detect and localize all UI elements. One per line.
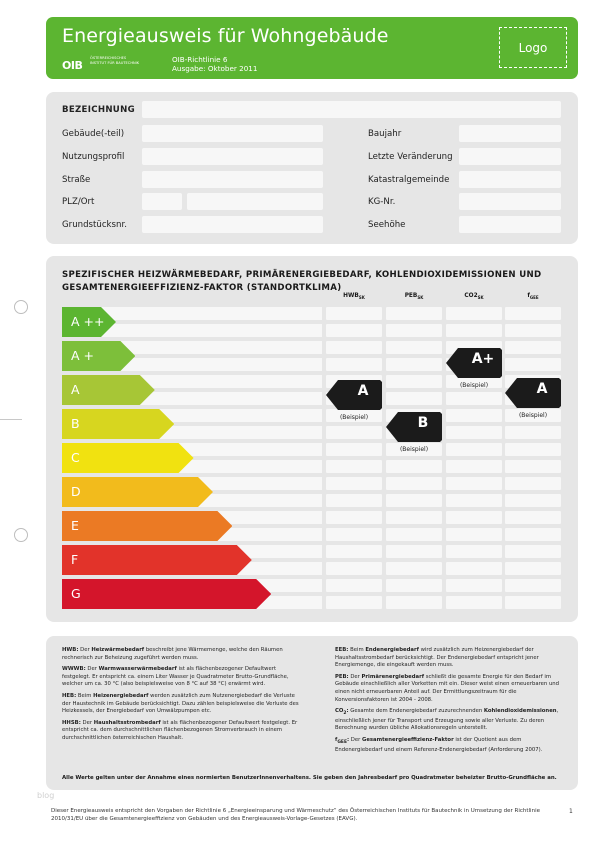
class-label: G <box>71 586 81 601</box>
grid-cell <box>386 375 442 388</box>
grid-cell <box>326 443 382 456</box>
grid-cell <box>386 545 442 558</box>
grid-cell <box>505 562 561 575</box>
grid-cell <box>505 511 561 524</box>
usage-profile-label: Nutzungsprofil <box>62 152 125 162</box>
grid-cell <box>446 460 502 473</box>
grid-cell <box>505 460 561 473</box>
grid-cell <box>386 528 442 541</box>
class-arrow-fill <box>62 477 213 507</box>
class-label: E <box>71 518 79 533</box>
column-head-co2: $CO2_{SK}$ <box>464 293 484 301</box>
altitude-field[interactable] <box>459 216 561 233</box>
notes-left-column <box>62 647 302 747</box>
zip-city-label: PLZ/Ort <box>62 197 95 207</box>
document-title: Energieausweis für Wohngebäude <box>62 25 389 47</box>
altitude-label: Seehöhe <box>368 220 406 230</box>
grid-cell <box>326 528 382 541</box>
guideline-info <box>172 55 257 73</box>
street-label: Straße <box>62 175 91 185</box>
guideline-name: OIB-Richtlinie 6 <box>172 55 228 64</box>
class-arrow <box>62 375 155 405</box>
grid-cell <box>505 494 561 507</box>
class-arrow-fill <box>62 545 252 575</box>
grid-cell <box>386 494 442 507</box>
class-arrow-shape <box>62 579 271 609</box>
explanations-panel <box>46 636 578 790</box>
rating-title: SPEZIFISCHER HEIZWÄRMEBEDARF, PRIMÄRENERGIEBEDARF, KOHLENDIOXIDEMISSIONEN UND GESAMTENERGIEEFFIZIENZ-FAKTOR (STANDORTKLIMA) <box>62 270 542 293</box>
construction-year-field[interactable] <box>459 125 561 142</box>
cadastral-community-label: Katastralgemeinde <box>368 175 450 185</box>
grid-cell <box>505 443 561 456</box>
guideline-edition: Ausgabe: Oktober 2011 <box>172 64 258 73</box>
class-label: A + <box>71 348 94 363</box>
grid-cell <box>386 477 442 490</box>
column-head-fgee: $f_{GEE}$ <box>527 293 539 301</box>
watermark: blog <box>37 791 55 800</box>
building-info-panel <box>46 92 578 244</box>
logo-placeholder[interactable]: Logo <box>499 27 567 68</box>
class-label: A <box>71 382 80 397</box>
construction-year-label: Baujahr <box>368 129 402 139</box>
grid-cell <box>326 358 382 371</box>
class-arrow-shape <box>62 443 194 473</box>
class-arrow-fill <box>62 511 232 541</box>
grid-cell <box>326 477 382 490</box>
note-co2: $CO_2$: Gesamte dem Endenergiebedarf zuzurechnenden Kohlendioxidemissionen, einschließlich jener für Transport und Erzeugung sowie aller Verluste. Zu deren Berechnung wurden übliche Allokationsregeln unterstellt. <box>335 708 559 732</box>
note-wwwb: WWWB: Der Warmwasserwärmebedarf ist als flächenbezogener Defaultwert festgelegt. Er entspricht ca. einem Liter Wasser je Quadratmeter Brutto-Grundfläche, welcher um ca. 30 °C (also beispielsweise von 8 °C auf 38 °C) erwärmt wird. <box>62 666 289 688</box>
class-arrow-fill <box>62 443 194 473</box>
grid-cell <box>326 562 382 575</box>
grid-cell <box>505 358 561 371</box>
class-arrow <box>62 341 135 371</box>
note-eeb: EEB: Beim Endenergiebedarf wird zusätzlich zum Heizenergiebedarf der Haushaltsstrombedarf berücksichtigt. Der Endenergiebedarf entspricht jener Energiemenge, die eingekauft werden muss. <box>335 647 539 669</box>
column-head-peb: $PEB_{SK}$ <box>404 293 424 301</box>
plot-number-label: Grundstücksnr. <box>62 220 127 230</box>
grid-cell <box>386 579 442 592</box>
oib-logo <box>62 54 140 73</box>
grid-cell <box>386 460 442 473</box>
grid-cell <box>446 443 502 456</box>
rating-marker-note: (Beispiel) <box>518 412 548 419</box>
grid-cell <box>446 324 502 337</box>
grid-cell <box>326 596 382 609</box>
class-arrow <box>62 511 232 541</box>
note-fgee: $f_{GEE}$: Der Gesamtenergieeffizienz-Faktor ist der Quotient aus dem Endenergiebedarf und einem Referenz-Endenergiebedarf (Anforderung 2007). <box>335 736 543 753</box>
class-arrow-shape <box>62 545 252 575</box>
punch-hole-bottom <box>14 528 28 542</box>
note-heb: HEB: Beim Heizenergiebedarf werden zusätzlich zum Nutzenergiebedarf die Verluste der Haustechnik im Gebäude berücksichtigt. Dazu zählen beispielsweise die Verluste des Heizkessels, der Energiebedarf von Umwälzpumpen etc. <box>62 692 299 715</box>
city-field[interactable] <box>187 193 323 210</box>
grid-cell <box>446 409 502 422</box>
energy-rating-panel <box>46 256 578 622</box>
grid-cell <box>386 324 442 337</box>
note-peb: PEB: Der Primärenergiebedarf schließt die gesamte Energie für den Bedarf im Gebäude einschließlich aller Vorketten mit ein. Dieser weist einen erneuerbaren und einen nicht erneuerbaren Anteil auf. Der Ermittlungszeitraum für die Konversionsfaktoren ist 2004 - 2008. <box>335 673 560 703</box>
cadastral-community-field[interactable] <box>459 171 561 188</box>
rating-marker-note: (Beispiel) <box>339 414 369 421</box>
grid-cell <box>326 426 382 439</box>
grid-cell <box>446 545 502 558</box>
rating-marker <box>446 348 502 378</box>
class-label: F <box>71 552 79 567</box>
usage-profile-field[interactable] <box>142 148 323 165</box>
rating-marker <box>326 380 382 410</box>
grid-cell <box>326 324 382 337</box>
class-arrow <box>62 409 174 439</box>
designation-label: BEZEICHNUNG <box>62 105 135 115</box>
street-field[interactable] <box>142 171 323 188</box>
class-arrow <box>62 443 194 473</box>
grid-cell <box>505 545 561 558</box>
rating-marker <box>505 378 561 408</box>
legal-footer: Dieser Energieausweis entspricht den Vorgaben der Richtlinie 6 „Energieeinsparung und Wärmeschutz“ des Österreichischen Instituts für Bautechnik in Umsetzung der Richtlinie 2010/31/EU über die Gesamtenergieeffizienz von Gebäuden und des Energieausweis-Vorlage-Gesetzes (EAVG). <box>51 808 540 822</box>
class-label: C <box>71 450 80 465</box>
grid-cell <box>386 341 442 354</box>
note-hhsb: HHSB: Der Haushaltsstrombedarf ist als flächenbezogener Defaultwert festgelegt. Er entspricht ca. dem durchschnittlichen flächenbezogenen Stromverbrauch in einem durchschnittlichen österreichischen Haushalt. <box>62 719 298 741</box>
grid-cell <box>326 494 382 507</box>
grid-cell <box>505 341 561 354</box>
grid-cell <box>446 477 502 490</box>
class-arrow <box>62 579 271 609</box>
rating-marker-label: A <box>536 381 548 397</box>
rating-marker-note: (Beispiel) <box>459 382 489 389</box>
grid-cell <box>505 426 561 439</box>
grid-cell <box>386 511 442 524</box>
designation-field[interactable] <box>142 101 561 118</box>
grid-cell <box>386 307 442 320</box>
grid-cell <box>386 562 442 575</box>
plot-number-field[interactable] <box>142 216 323 233</box>
grid-cell <box>326 460 382 473</box>
building-part-label: Gebäude(-teil) <box>62 129 125 139</box>
kg-number-field[interactable] <box>459 193 561 210</box>
grid-cell <box>326 307 382 320</box>
grid-cell <box>505 596 561 609</box>
rating-marker-label: A <box>357 383 369 399</box>
grid-cell <box>386 392 442 405</box>
building-part-field[interactable] <box>142 125 323 142</box>
page-number: 1 <box>569 808 573 815</box>
grid-cell <box>446 528 502 541</box>
class-label: B <box>71 416 80 431</box>
fold-mark <box>0 419 22 420</box>
class-arrow <box>62 477 213 507</box>
kg-number-label: KG-Nr. <box>368 197 396 207</box>
grid-cell <box>386 596 442 609</box>
grid-cell <box>505 324 561 337</box>
grid-cell <box>386 358 442 371</box>
punch-hole-top <box>14 300 28 314</box>
grid-cell <box>326 511 382 524</box>
class-arrow <box>62 307 116 337</box>
assumption-note: Alle Werte gelten unter der Annahme eines normierten BenutzerInnenverhaltens. Sie geben den Jahresbedarf pro Quadratmeter beheizter Brutto-Grundfläche an. <box>62 775 557 781</box>
grid-cell <box>505 579 561 592</box>
grid-cell <box>446 579 502 592</box>
grid-cell <box>446 392 502 405</box>
grid-cell <box>446 562 502 575</box>
grid-cell <box>446 307 502 320</box>
header-banner <box>46 17 578 79</box>
grid-cell <box>446 511 502 524</box>
notes-right-column <box>335 647 565 758</box>
rating-marker <box>386 412 442 442</box>
grid-cell <box>505 307 561 320</box>
column-head-hwb: $HWB_{SK}$ <box>343 293 365 301</box>
rating-marker-label: A+ <box>471 351 495 367</box>
note-hwb: HWB: Der Heizwärmebedarf beschreibt jene Wärmemenge, welche den Räumen rechnerisch zur Beheizung zugeführt werden muss. <box>62 647 283 661</box>
class-arrow <box>62 545 252 575</box>
class-arrow-shape <box>62 477 213 507</box>
grid-cell <box>326 341 382 354</box>
class-label: A ++ <box>71 314 105 329</box>
oib-logo-name: ÖSTERREICHISCHES INSTITUT FÜR BAUTECHNIK <box>90 56 140 65</box>
grid-cell <box>326 545 382 558</box>
rating-marker-note: (Beispiel) <box>399 446 429 453</box>
rating-marker-label: B <box>417 415 429 431</box>
grid-cell <box>446 494 502 507</box>
grid-cell <box>446 596 502 609</box>
class-arrow-shape <box>62 511 232 541</box>
class-arrow-fill <box>62 579 271 609</box>
class-label: D <box>71 484 81 499</box>
grid-cell <box>326 579 382 592</box>
grid-cell <box>446 426 502 439</box>
last-change-field[interactable] <box>459 148 561 165</box>
oib-logo-mark: OIB <box>62 59 83 72</box>
last-change-label: Letzte Veränderung <box>368 152 453 162</box>
grid-cell <box>505 477 561 490</box>
zip-field[interactable] <box>142 193 182 210</box>
grid-cell <box>505 528 561 541</box>
